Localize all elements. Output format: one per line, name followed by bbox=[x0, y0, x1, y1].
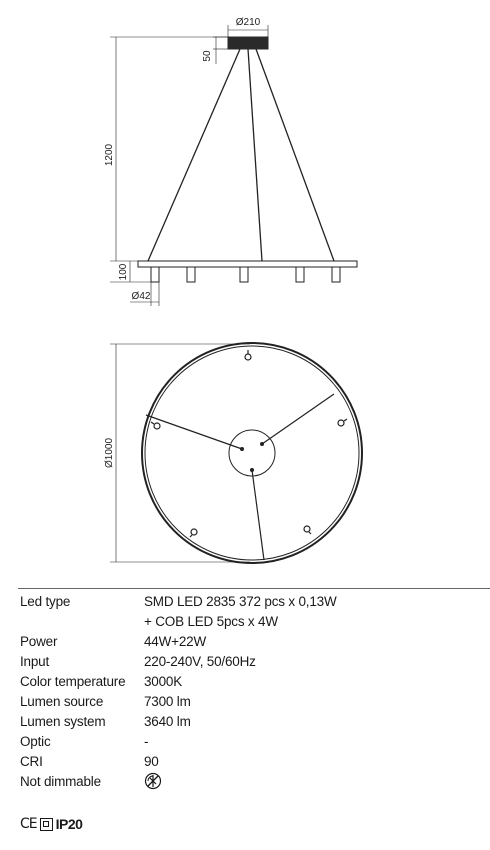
suspension-wire bbox=[248, 49, 262, 261]
side-view bbox=[110, 25, 357, 306]
top-view bbox=[110, 343, 362, 563]
spec-row-lumen-system bbox=[20, 712, 480, 732]
spec-row-power bbox=[20, 632, 480, 652]
spec-label: Lumen source bbox=[20, 694, 104, 709]
spec-row-lumen-source bbox=[20, 692, 480, 712]
spec-row-color-temperature bbox=[20, 672, 480, 692]
ring-inner bbox=[145, 346, 359, 560]
spec-row-input bbox=[20, 652, 480, 672]
spec-value: 3640 lm bbox=[144, 714, 191, 729]
ring-profile bbox=[138, 261, 357, 267]
spec-value: - bbox=[144, 734, 149, 749]
spec-value: 220-240V, 50/60Hz bbox=[144, 654, 256, 669]
spec-value-line: + COB LED 5pcs x 4W bbox=[144, 614, 278, 629]
ring-diameter-label: Ø1000 bbox=[104, 437, 115, 469]
class-ii-double-insulation-icon bbox=[40, 818, 53, 831]
spec-label: Lumen system bbox=[20, 714, 106, 729]
spotlights-top bbox=[151, 350, 347, 537]
specifications-table bbox=[20, 592, 480, 792]
spec-value: 3000K bbox=[144, 674, 183, 689]
wire-top-view bbox=[252, 470, 264, 560]
spec-value bbox=[144, 772, 480, 792]
ring-height-label: 100 bbox=[118, 263, 129, 281]
spec-label: Input bbox=[20, 654, 50, 669]
certification-marks bbox=[20, 816, 82, 832]
spec-row-optic bbox=[20, 732, 480, 752]
spec-row-led-type bbox=[20, 592, 480, 632]
spec-value: 44W+22W bbox=[144, 634, 206, 649]
suspension-wire bbox=[148, 49, 240, 261]
spec-label: Not dimmable bbox=[20, 774, 101, 789]
spec-value bbox=[144, 592, 480, 632]
spec-label: CRI bbox=[20, 754, 43, 769]
not-dimmable-icon bbox=[144, 772, 162, 790]
spec-value: 7300 lm bbox=[144, 694, 191, 709]
suspension-wire bbox=[256, 49, 334, 261]
spec-label: Color temperature bbox=[20, 674, 126, 689]
suspension-length-label: 1200 bbox=[104, 143, 115, 167]
canopy-height-label: 50 bbox=[202, 50, 213, 62]
ce-mark: CE bbox=[20, 816, 37, 832]
wire-top-view bbox=[262, 394, 334, 444]
spec-label: Optic bbox=[20, 734, 51, 749]
spec-label: Power bbox=[20, 634, 58, 649]
wire-top-view bbox=[146, 415, 242, 449]
spec-label: Led type bbox=[20, 594, 71, 609]
spotlights-side bbox=[151, 267, 340, 282]
canopy-diameter-label: Ø210 bbox=[235, 17, 261, 28]
ip-rating: IP20 bbox=[55, 816, 83, 832]
spot-diameter-label: Ø42 bbox=[131, 291, 151, 302]
canopy bbox=[228, 37, 268, 49]
ring-outer bbox=[142, 343, 362, 563]
spec-row-cri bbox=[20, 752, 480, 772]
spec-value-line: SMD LED 2835 372 pcs x 0,13W bbox=[144, 594, 337, 609]
spec-value: 90 bbox=[144, 754, 159, 769]
section-divider bbox=[18, 588, 490, 589]
spec-row-not-dimmable bbox=[20, 772, 480, 792]
